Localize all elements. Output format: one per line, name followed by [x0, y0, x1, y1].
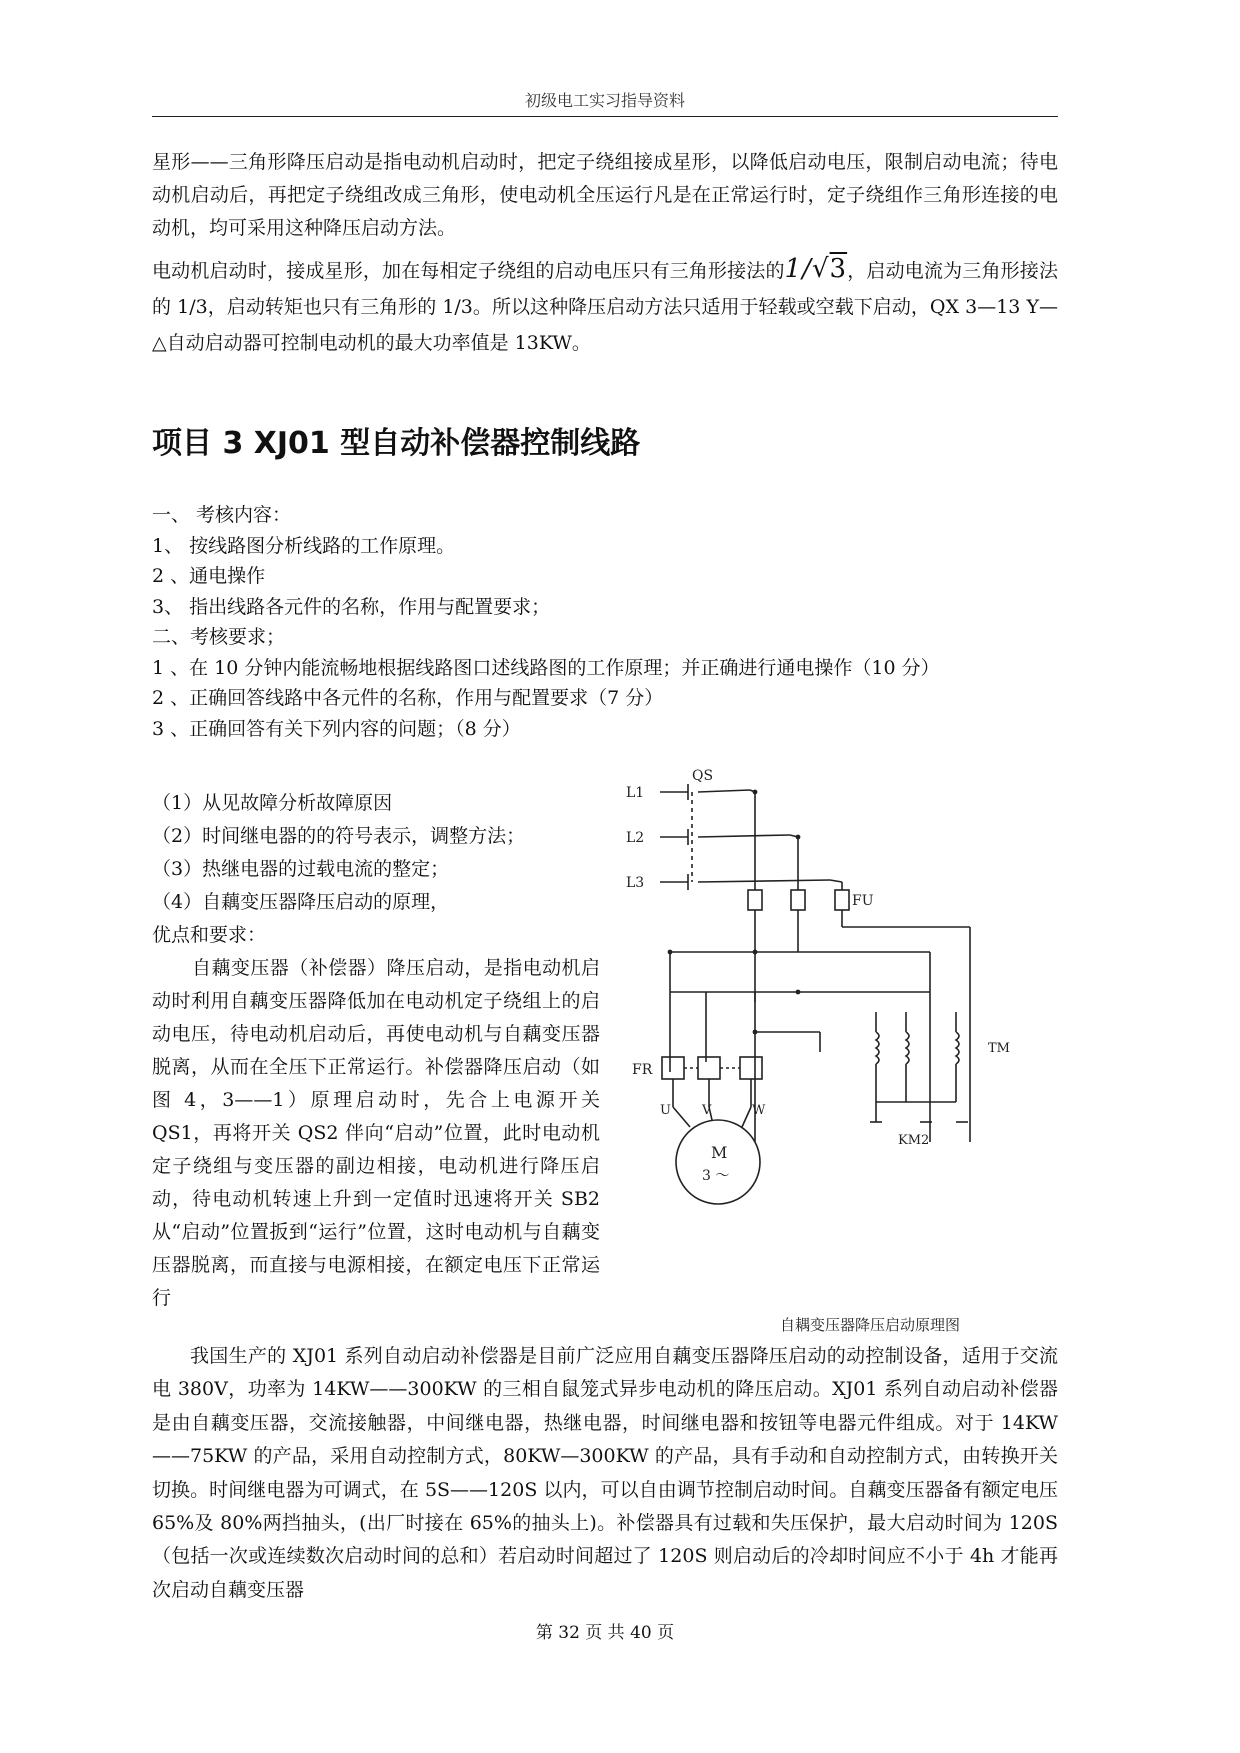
label-km2: KM2 [898, 1133, 930, 1148]
intro-paragraph-2 [152, 251, 1058, 361]
intro-p2-after: ，启动电流为三角形接法的 1/3，启动转矩也只有三角形的 1/3。所以这种降压启动方法只适用于轻载或空载下启动，QX 3—13 Y—△自动启动器可控制电动机的最大功率值是 13KW。 [152, 260, 1058, 354]
question-item: （2）时间继电器的的符号表示，调整方法； [152, 825, 526, 847]
list-item: 2 、正确回答线路中各元件的名称，作用与配置要求（7 分） [152, 687, 664, 709]
label-tm: TM [988, 1041, 1010, 1056]
list-item: 1、 按线路图分析线路的工作原理。 [152, 534, 456, 557]
sqrt-radicand: 3 [829, 254, 848, 284]
label-l1: L1 [626, 785, 645, 801]
label-fu: FU [852, 893, 874, 909]
one-over-sqrt3-formula: 1/√3 [784, 254, 848, 284]
list-item: 3 、正确回答有关下列内容的问题；（8 分） [152, 717, 521, 740]
label-qs: QS [692, 768, 714, 784]
label-fr: FR [632, 1062, 653, 1078]
motor-sub-label: 3 ～ [702, 1168, 730, 1184]
header-divider [152, 116, 1058, 117]
label-v: V [702, 1103, 712, 1118]
list-item: 二、考核要求； [152, 626, 286, 648]
label-l2: L2 [626, 830, 645, 846]
page-header: 初级电工实习指导资料 [524, 91, 685, 110]
diagram-caption: 自耦变压器降压启动原理图 [779, 1316, 960, 1334]
xj01-paragraph: 我国生产的 XJ01 系列自动启动补偿器是目前广泛应用自藕变压器降压启动的动控制设备，适用于交流电 380V，功率为 14KW——300KW 的三相自鼠笼式异步电动机的降压启动。XJ01 系列自动启动补偿器是由自藕变压器，交流接触器，中间继电器，热继电器，时间继电器和按钮等电器元件组成。对于 14KW——75KW 的产品，采用自动控制方式，80KW—300KW 的产品，具有手动和自动控制方式，由转换开关切换。时间继电器为可调式，在 5S——120S 以内，可以自由调节控制启动时间。自藕变压器备有额定电压 65%及 80%两挡抽头，(出厂时接在 65%的抽头上)。补偿器具有过载和失压保护，最大启动时间为 120S（包括一次或连续数次启动时间的总和）若启动时间超过了 120S 则启动后的冷却时间应不小于 4h 才能再次启动自藕变压器 [152, 1345, 1059, 1601]
list-item: 1 、在 10 分钟内能流畅地根据线路图口述线路图的工作原理；并正确进行通电操作（10 分） [152, 656, 940, 679]
question-item: 优点和要求： [152, 924, 267, 946]
intro-paragraph-1: 星形——三角形降压启动是指电动机启动时，把定子绕组接成星形，以降低启动电压，限制启动电流；待电动机启动后，再把定子绕组改成三角形，使电动机全压运行凡是在正常运行时，定子绕组作三角形连接的电动机，均可采用这种降压启动方法。 [152, 151, 1058, 239]
autotransformer-paragraph: 自藕变压器（补偿器）降压启动，是指电动机启动时利用自藕变压器降低加在电动机定子绕组上的启动电压，待电动机启动后，再使电动机与自藕变压器脱离，从而在全压下正常运行。补偿器降压启动（如图 4，3——1）原理启动时，先合上电源开关 QS1，再将开关 QS2 伴向“启动”位置，此时电动机定子绕组与变压器的副边相接，电动机进行降压启动，待电动机转速上升到一定值时迅速将开关 SB2 从“启动”位置扳到“运行”位置，这时电动机与自藕变压器脱离，而直接与电源相接，在额定电压下正常运行 [152, 957, 600, 1309]
question-item: （1）从见故障分析故障原因 [152, 792, 393, 814]
list-item: 一、 考核内容： [152, 504, 292, 526]
motor-label: M [711, 1143, 728, 1162]
circuit-diagram [620, 762, 1060, 1262]
question-item: （3）热继电器的过载电流的整定； [152, 858, 450, 880]
label-l3: L3 [626, 875, 645, 891]
section-title: 项目 3 XJ01 型自动补偿器控制线路 [152, 426, 641, 461]
requirements-list [152, 500, 1058, 744]
page-footer: 第 32 页 共 40 页 [535, 1623, 675, 1643]
label-u: U [660, 1103, 671, 1118]
label-w: W [752, 1103, 766, 1118]
list-item: 2 、通电操作 [152, 565, 266, 587]
intro-p2-before: 电动机启动时，接成星形，加在每相定子绕组的启动电压只有三角形接法的 [152, 260, 785, 282]
sqrt-sign: √ [811, 254, 830, 284]
list-item: 3、 指出线路各元件的名称，作用与配置要求； [152, 595, 551, 618]
question-item: （4）自藕变压器降压启动的原理， [152, 891, 450, 913]
